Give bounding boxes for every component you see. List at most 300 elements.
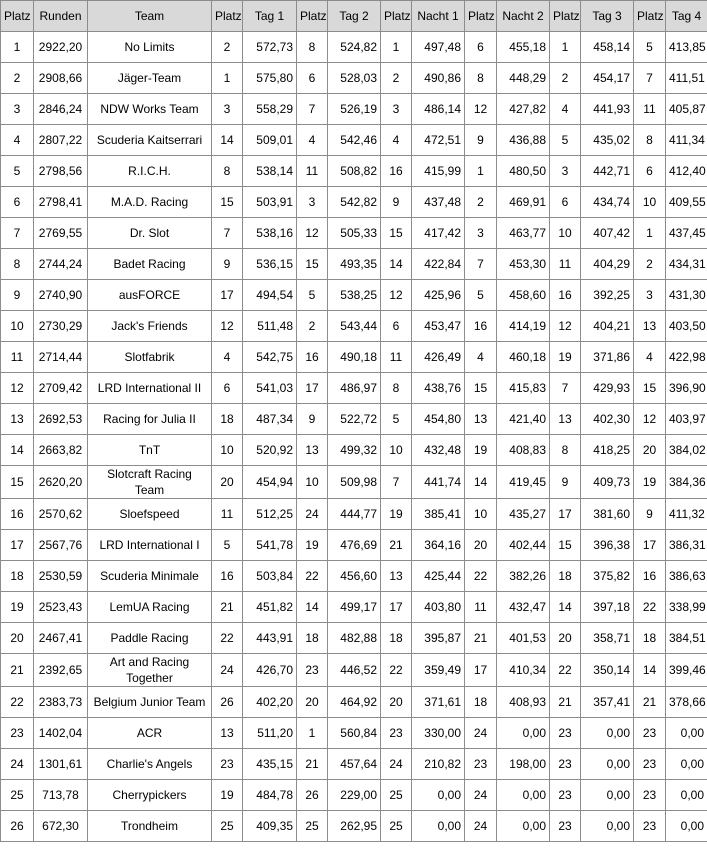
platz-tag1-cell: 18 bbox=[212, 404, 243, 435]
platz-nacht1-cell: 11 bbox=[381, 342, 412, 373]
platz-nacht2-cell: 24 bbox=[465, 780, 497, 811]
nacht2-cell: 421,40 bbox=[497, 404, 550, 435]
runden-cell: 2467,41 bbox=[34, 623, 88, 654]
platz-tag2-cell: 11 bbox=[297, 156, 328, 187]
platz-cell: 16 bbox=[1, 499, 34, 530]
platz-nacht2-cell: 2 bbox=[465, 187, 497, 218]
team-cell: Jack's Friends bbox=[88, 311, 212, 342]
table-row bbox=[1, 218, 707, 249]
table-row bbox=[1, 530, 707, 561]
platz-nacht1-cell: 25 bbox=[381, 811, 412, 842]
platz-tag1-cell: 1 bbox=[212, 63, 243, 94]
platz-tag2-cell: 14 bbox=[297, 592, 328, 623]
tag4-cell: 412,40 bbox=[666, 156, 707, 187]
nacht1-cell: 395,87 bbox=[412, 623, 465, 654]
platz-tag3-cell: 23 bbox=[550, 780, 581, 811]
tag4-cell: 413,85 bbox=[666, 32, 707, 63]
platz-cell: 25 bbox=[1, 780, 34, 811]
tag3-cell: 381,60 bbox=[581, 499, 634, 530]
table-header bbox=[1, 1, 707, 32]
tag2-cell: 542,46 bbox=[328, 125, 381, 156]
platz-tag4-cell: 12 bbox=[634, 404, 666, 435]
platz-cell: 17 bbox=[1, 530, 34, 561]
platz-tag1-cell: 16 bbox=[212, 561, 243, 592]
platz-nacht1-cell: 9 bbox=[381, 187, 412, 218]
header-nacht2: Nacht 2 bbox=[497, 1, 550, 32]
tag2-cell: 262,95 bbox=[328, 811, 381, 842]
nacht1-cell: 422,84 bbox=[412, 249, 465, 280]
table-row bbox=[1, 63, 707, 94]
tag4-cell: 399,46 bbox=[666, 654, 707, 687]
platz-nacht1-cell: 23 bbox=[381, 718, 412, 749]
nacht2-cell: 401,53 bbox=[497, 623, 550, 654]
platz-tag3-cell: 19 bbox=[550, 342, 581, 373]
nacht2-cell: 414,19 bbox=[497, 311, 550, 342]
header-platz-tag1: Platz bbox=[212, 1, 243, 32]
platz-tag2-cell: 1 bbox=[297, 718, 328, 749]
table-row bbox=[1, 654, 707, 687]
platz-nacht1-cell: 10 bbox=[381, 435, 412, 466]
tag1-cell: 572,73 bbox=[243, 32, 297, 63]
platz-nacht1-cell: 8 bbox=[381, 373, 412, 404]
header-platz-tag4: Platz bbox=[634, 1, 666, 32]
platz-cell: 19 bbox=[1, 592, 34, 623]
table-row bbox=[1, 592, 707, 623]
nacht2-cell: 469,91 bbox=[497, 187, 550, 218]
platz-tag3-cell: 8 bbox=[550, 435, 581, 466]
tag2-cell: 457,64 bbox=[328, 749, 381, 780]
platz-nacht1-cell: 2 bbox=[381, 63, 412, 94]
tag3-cell: 358,71 bbox=[581, 623, 634, 654]
tag3-cell: 441,93 bbox=[581, 94, 634, 125]
platz-tag3-cell: 23 bbox=[550, 811, 581, 842]
platz-tag2-cell: 12 bbox=[297, 218, 328, 249]
header-runden: Runden bbox=[34, 1, 88, 32]
header-tag3: Tag 3 bbox=[581, 1, 634, 32]
platz-tag3-cell: 10 bbox=[550, 218, 581, 249]
tag1-cell: 538,16 bbox=[243, 218, 297, 249]
platz-tag2-cell: 19 bbox=[297, 530, 328, 561]
platz-tag4-cell: 8 bbox=[634, 125, 666, 156]
team-cell: Slotcraft Racing Team bbox=[88, 466, 212, 499]
platz-nacht1-cell: 1 bbox=[381, 32, 412, 63]
tag1-cell: 542,75 bbox=[243, 342, 297, 373]
tag2-cell: 508,82 bbox=[328, 156, 381, 187]
runden-cell: 2523,43 bbox=[34, 592, 88, 623]
platz-tag4-cell: 23 bbox=[634, 718, 666, 749]
platz-tag2-cell: 23 bbox=[297, 654, 328, 687]
team-cell: LRD International I bbox=[88, 530, 212, 561]
platz-tag3-cell: 13 bbox=[550, 404, 581, 435]
tag4-cell: 409,55 bbox=[666, 187, 707, 218]
platz-cell: 21 bbox=[1, 654, 34, 687]
platz-tag3-cell: 2 bbox=[550, 63, 581, 94]
runden-cell: 2714,44 bbox=[34, 342, 88, 373]
platz-cell: 20 bbox=[1, 623, 34, 654]
platz-tag1-cell: 11 bbox=[212, 499, 243, 530]
nacht1-cell: 403,80 bbox=[412, 592, 465, 623]
platz-cell: 9 bbox=[1, 280, 34, 311]
tag3-cell: 0,00 bbox=[581, 780, 634, 811]
nacht1-cell: 425,44 bbox=[412, 561, 465, 592]
tag2-cell: 526,19 bbox=[328, 94, 381, 125]
table-row bbox=[1, 623, 707, 654]
tag2-cell: 486,97 bbox=[328, 373, 381, 404]
platz-nacht1-cell: 12 bbox=[381, 280, 412, 311]
nacht2-cell: 448,29 bbox=[497, 63, 550, 94]
nacht1-cell: 438,76 bbox=[412, 373, 465, 404]
platz-tag3-cell: 20 bbox=[550, 623, 581, 654]
platz-nacht2-cell: 13 bbox=[465, 404, 497, 435]
platz-cell: 24 bbox=[1, 749, 34, 780]
platz-tag2-cell: 7 bbox=[297, 94, 328, 125]
tag4-cell: 437,45 bbox=[666, 218, 707, 249]
tag4-cell: 0,00 bbox=[666, 749, 707, 780]
tag3-cell: 404,29 bbox=[581, 249, 634, 280]
platz-tag3-cell: 12 bbox=[550, 311, 581, 342]
runden-cell: 2798,56 bbox=[34, 156, 88, 187]
tag3-cell: 454,17 bbox=[581, 63, 634, 94]
platz-tag2-cell: 21 bbox=[297, 749, 328, 780]
runden-cell: 2908,66 bbox=[34, 63, 88, 94]
tag3-cell: 0,00 bbox=[581, 718, 634, 749]
table-row bbox=[1, 311, 707, 342]
tag2-cell: 509,98 bbox=[328, 466, 381, 499]
platz-cell: 1 bbox=[1, 32, 34, 63]
platz-nacht2-cell: 16 bbox=[465, 311, 497, 342]
nacht1-cell: 497,48 bbox=[412, 32, 465, 63]
tag1-cell: 511,20 bbox=[243, 718, 297, 749]
tag2-cell: 505,33 bbox=[328, 218, 381, 249]
platz-cell: 3 bbox=[1, 94, 34, 125]
nacht1-cell: 453,47 bbox=[412, 311, 465, 342]
table-row bbox=[1, 342, 707, 373]
nacht1-cell: 454,80 bbox=[412, 404, 465, 435]
platz-cell: 10 bbox=[1, 311, 34, 342]
tag2-cell: 456,60 bbox=[328, 561, 381, 592]
platz-nacht1-cell: 7 bbox=[381, 466, 412, 499]
tag2-cell: 528,03 bbox=[328, 63, 381, 94]
platz-tag4-cell: 2 bbox=[634, 249, 666, 280]
nacht2-cell: 410,34 bbox=[497, 654, 550, 687]
runden-cell: 2769,55 bbox=[34, 218, 88, 249]
tag1-cell: 484,78 bbox=[243, 780, 297, 811]
table-row bbox=[1, 187, 707, 218]
nacht1-cell: 330,00 bbox=[412, 718, 465, 749]
nacht1-cell: 426,49 bbox=[412, 342, 465, 373]
tag3-cell: 396,38 bbox=[581, 530, 634, 561]
nacht2-cell: 460,18 bbox=[497, 342, 550, 373]
platz-tag4-cell: 5 bbox=[634, 32, 666, 63]
platz-tag2-cell: 6 bbox=[297, 63, 328, 94]
nacht2-cell: 463,77 bbox=[497, 218, 550, 249]
team-cell: NDW Works Team bbox=[88, 94, 212, 125]
platz-tag4-cell: 23 bbox=[634, 811, 666, 842]
tag3-cell: 418,25 bbox=[581, 435, 634, 466]
platz-tag1-cell: 13 bbox=[212, 718, 243, 749]
tag1-cell: 443,91 bbox=[243, 623, 297, 654]
platz-tag1-cell: 10 bbox=[212, 435, 243, 466]
nacht1-cell: 472,51 bbox=[412, 125, 465, 156]
tag1-cell: 509,01 bbox=[243, 125, 297, 156]
team-cell: LRD International II bbox=[88, 373, 212, 404]
platz-tag1-cell: 20 bbox=[212, 466, 243, 499]
platz-tag2-cell: 24 bbox=[297, 499, 328, 530]
table-row bbox=[1, 125, 707, 156]
table-row bbox=[1, 499, 707, 530]
tag1-cell: 435,15 bbox=[243, 749, 297, 780]
tag1-cell: 454,94 bbox=[243, 466, 297, 499]
nacht2-cell: 455,18 bbox=[497, 32, 550, 63]
table-row bbox=[1, 249, 707, 280]
platz-tag4-cell: 3 bbox=[634, 280, 666, 311]
nacht1-cell: 490,86 bbox=[412, 63, 465, 94]
nacht1-cell: 0,00 bbox=[412, 811, 465, 842]
team-cell: No Limits bbox=[88, 32, 212, 63]
team-cell: Trondheim bbox=[88, 811, 212, 842]
team-cell: ACR bbox=[88, 718, 212, 749]
team-cell: ausFORCE bbox=[88, 280, 212, 311]
platz-tag2-cell: 16 bbox=[297, 342, 328, 373]
tag3-cell: 458,14 bbox=[581, 32, 634, 63]
nacht1-cell: 371,61 bbox=[412, 687, 465, 718]
runden-cell: 2663,82 bbox=[34, 435, 88, 466]
platz-nacht2-cell: 17 bbox=[465, 654, 497, 687]
team-cell: Badet Racing bbox=[88, 249, 212, 280]
platz-tag1-cell: 7 bbox=[212, 218, 243, 249]
platz-nacht2-cell: 8 bbox=[465, 63, 497, 94]
tag1-cell: 511,48 bbox=[243, 311, 297, 342]
tag4-cell: 403,50 bbox=[666, 311, 707, 342]
nacht2-cell: 198,00 bbox=[497, 749, 550, 780]
tag4-cell: 386,31 bbox=[666, 530, 707, 561]
runden-cell: 2730,29 bbox=[34, 311, 88, 342]
nacht2-cell: 427,82 bbox=[497, 94, 550, 125]
platz-tag4-cell: 23 bbox=[634, 749, 666, 780]
platz-nacht1-cell: 18 bbox=[381, 623, 412, 654]
tag1-cell: 575,80 bbox=[243, 63, 297, 94]
platz-tag2-cell: 26 bbox=[297, 780, 328, 811]
tag1-cell: 512,25 bbox=[243, 499, 297, 530]
table-row bbox=[1, 718, 707, 749]
tag3-cell: 397,18 bbox=[581, 592, 634, 623]
table-row bbox=[1, 404, 707, 435]
tag3-cell: 407,42 bbox=[581, 218, 634, 249]
table-row bbox=[1, 94, 707, 125]
tag3-cell: 435,02 bbox=[581, 125, 634, 156]
tag1-cell: 402,20 bbox=[243, 687, 297, 718]
tag1-cell: 541,03 bbox=[243, 373, 297, 404]
tag3-cell: 375,82 bbox=[581, 561, 634, 592]
platz-tag4-cell: 20 bbox=[634, 435, 666, 466]
platz-nacht1-cell: 15 bbox=[381, 218, 412, 249]
team-cell: Slotfabrik bbox=[88, 342, 212, 373]
platz-cell: 23 bbox=[1, 718, 34, 749]
platz-tag1-cell: 3 bbox=[212, 94, 243, 125]
platz-tag2-cell: 2 bbox=[297, 311, 328, 342]
platz-tag4-cell: 23 bbox=[634, 780, 666, 811]
tag1-cell: 538,14 bbox=[243, 156, 297, 187]
platz-nacht2-cell: 24 bbox=[465, 811, 497, 842]
tag4-cell: 396,90 bbox=[666, 373, 707, 404]
runden-cell: 1301,61 bbox=[34, 749, 88, 780]
runden-cell: 2620,20 bbox=[34, 466, 88, 499]
platz-nacht1-cell: 25 bbox=[381, 780, 412, 811]
platz-tag3-cell: 6 bbox=[550, 187, 581, 218]
team-cell: LemUA Racing bbox=[88, 592, 212, 623]
platz-nacht2-cell: 20 bbox=[465, 530, 497, 561]
platz-tag3-cell: 5 bbox=[550, 125, 581, 156]
tag4-cell: 0,00 bbox=[666, 780, 707, 811]
tag4-cell: 386,63 bbox=[666, 561, 707, 592]
header-platz-nacht1: Platz bbox=[381, 1, 412, 32]
nacht2-cell: 480,50 bbox=[497, 156, 550, 187]
platz-tag4-cell: 11 bbox=[634, 94, 666, 125]
platz-tag3-cell: 21 bbox=[550, 687, 581, 718]
table-row bbox=[1, 373, 707, 404]
nacht1-cell: 486,14 bbox=[412, 94, 465, 125]
platz-tag4-cell: 1 bbox=[634, 218, 666, 249]
platz-tag1-cell: 22 bbox=[212, 623, 243, 654]
platz-cell: 7 bbox=[1, 218, 34, 249]
platz-tag2-cell: 13 bbox=[297, 435, 328, 466]
platz-tag1-cell: 15 bbox=[212, 187, 243, 218]
nacht2-cell: 453,30 bbox=[497, 249, 550, 280]
platz-cell: 6 bbox=[1, 187, 34, 218]
tag3-cell: 350,14 bbox=[581, 654, 634, 687]
platz-cell: 14 bbox=[1, 435, 34, 466]
header-nacht1: Nacht 1 bbox=[412, 1, 465, 32]
table-row bbox=[1, 156, 707, 187]
platz-nacht2-cell: 9 bbox=[465, 125, 497, 156]
tag2-cell: 490,18 bbox=[328, 342, 381, 373]
platz-tag3-cell: 15 bbox=[550, 530, 581, 561]
team-cell: TnT bbox=[88, 435, 212, 466]
platz-cell: 4 bbox=[1, 125, 34, 156]
platz-nacht1-cell: 4 bbox=[381, 125, 412, 156]
table-row bbox=[1, 435, 707, 466]
platz-tag4-cell: 18 bbox=[634, 623, 666, 654]
tag4-cell: 405,87 bbox=[666, 94, 707, 125]
platz-cell: 15 bbox=[1, 466, 34, 499]
tag2-cell: 464,92 bbox=[328, 687, 381, 718]
tag4-cell: 384,02 bbox=[666, 435, 707, 466]
platz-tag1-cell: 17 bbox=[212, 280, 243, 311]
platz-tag2-cell: 17 bbox=[297, 373, 328, 404]
platz-tag4-cell: 4 bbox=[634, 342, 666, 373]
platz-nacht1-cell: 3 bbox=[381, 94, 412, 125]
tag1-cell: 520,92 bbox=[243, 435, 297, 466]
header-platz-tag3: Platz bbox=[550, 1, 581, 32]
platz-nacht1-cell: 21 bbox=[381, 530, 412, 561]
platz-tag1-cell: 25 bbox=[212, 811, 243, 842]
platz-tag4-cell: 21 bbox=[634, 687, 666, 718]
nacht2-cell: 0,00 bbox=[497, 718, 550, 749]
platz-tag3-cell: 23 bbox=[550, 749, 581, 780]
platz-tag4-cell: 16 bbox=[634, 561, 666, 592]
team-cell: Scuderia Minimale bbox=[88, 561, 212, 592]
platz-tag1-cell: 19 bbox=[212, 780, 243, 811]
tag1-cell: 536,15 bbox=[243, 249, 297, 280]
tag1-cell: 426,70 bbox=[243, 654, 297, 687]
tag4-cell: 378,66 bbox=[666, 687, 707, 718]
platz-tag2-cell: 25 bbox=[297, 811, 328, 842]
tag1-cell: 558,29 bbox=[243, 94, 297, 125]
platz-tag4-cell: 7 bbox=[634, 63, 666, 94]
nacht2-cell: 436,88 bbox=[497, 125, 550, 156]
tag3-cell: 429,93 bbox=[581, 373, 634, 404]
tag2-cell: 499,32 bbox=[328, 435, 381, 466]
tag2-cell: 538,25 bbox=[328, 280, 381, 311]
tag3-cell: 404,21 bbox=[581, 311, 634, 342]
team-cell: Paddle Racing bbox=[88, 623, 212, 654]
table-row bbox=[1, 280, 707, 311]
platz-nacht2-cell: 3 bbox=[465, 218, 497, 249]
table-row bbox=[1, 687, 707, 718]
nacht2-cell: 435,27 bbox=[497, 499, 550, 530]
platz-tag2-cell: 8 bbox=[297, 32, 328, 63]
platz-tag2-cell: 3 bbox=[297, 187, 328, 218]
nacht1-cell: 210,82 bbox=[412, 749, 465, 780]
tag3-cell: 0,00 bbox=[581, 749, 634, 780]
team-cell: Cherrypickers bbox=[88, 780, 212, 811]
platz-nacht2-cell: 18 bbox=[465, 687, 497, 718]
header-platz-tag2: Platz bbox=[297, 1, 328, 32]
runden-cell: 2383,73 bbox=[34, 687, 88, 718]
tag2-cell: 444,77 bbox=[328, 499, 381, 530]
platz-tag3-cell: 1 bbox=[550, 32, 581, 63]
nacht2-cell: 458,60 bbox=[497, 280, 550, 311]
platz-tag3-cell: 16 bbox=[550, 280, 581, 311]
runden-cell: 2392,65 bbox=[34, 654, 88, 687]
nacht1-cell: 385,41 bbox=[412, 499, 465, 530]
runden-cell: 2692,53 bbox=[34, 404, 88, 435]
platz-tag4-cell: 14 bbox=[634, 654, 666, 687]
tag4-cell: 431,30 bbox=[666, 280, 707, 311]
tag3-cell: 0,00 bbox=[581, 811, 634, 842]
nacht1-cell: 441,74 bbox=[412, 466, 465, 499]
platz-tag1-cell: 8 bbox=[212, 156, 243, 187]
platz-tag1-cell: 2 bbox=[212, 32, 243, 63]
nacht2-cell: 402,44 bbox=[497, 530, 550, 561]
platz-nacht1-cell: 22 bbox=[381, 654, 412, 687]
platz-tag4-cell: 9 bbox=[634, 499, 666, 530]
platz-tag1-cell: 4 bbox=[212, 342, 243, 373]
nacht2-cell: 415,83 bbox=[497, 373, 550, 404]
platz-nacht2-cell: 10 bbox=[465, 499, 497, 530]
tag3-cell: 434,74 bbox=[581, 187, 634, 218]
runden-cell: 2846,24 bbox=[34, 94, 88, 125]
runden-cell: 2570,62 bbox=[34, 499, 88, 530]
table-body bbox=[1, 32, 707, 842]
runden-cell: 1402,04 bbox=[34, 718, 88, 749]
table-row bbox=[1, 811, 707, 842]
platz-tag2-cell: 9 bbox=[297, 404, 328, 435]
platz-tag4-cell: 10 bbox=[634, 187, 666, 218]
platz-tag3-cell: 7 bbox=[550, 373, 581, 404]
tag4-cell: 0,00 bbox=[666, 718, 707, 749]
platz-tag1-cell: 23 bbox=[212, 749, 243, 780]
runden-cell: 2744,24 bbox=[34, 249, 88, 280]
nacht1-cell: 359,49 bbox=[412, 654, 465, 687]
tag1-cell: 494,54 bbox=[243, 280, 297, 311]
header-platz-overall: Platz bbox=[1, 1, 34, 32]
platz-tag1-cell: 12 bbox=[212, 311, 243, 342]
tag2-cell: 524,82 bbox=[328, 32, 381, 63]
platz-tag1-cell: 5 bbox=[212, 530, 243, 561]
tag4-cell: 434,31 bbox=[666, 249, 707, 280]
tag1-cell: 503,91 bbox=[243, 187, 297, 218]
